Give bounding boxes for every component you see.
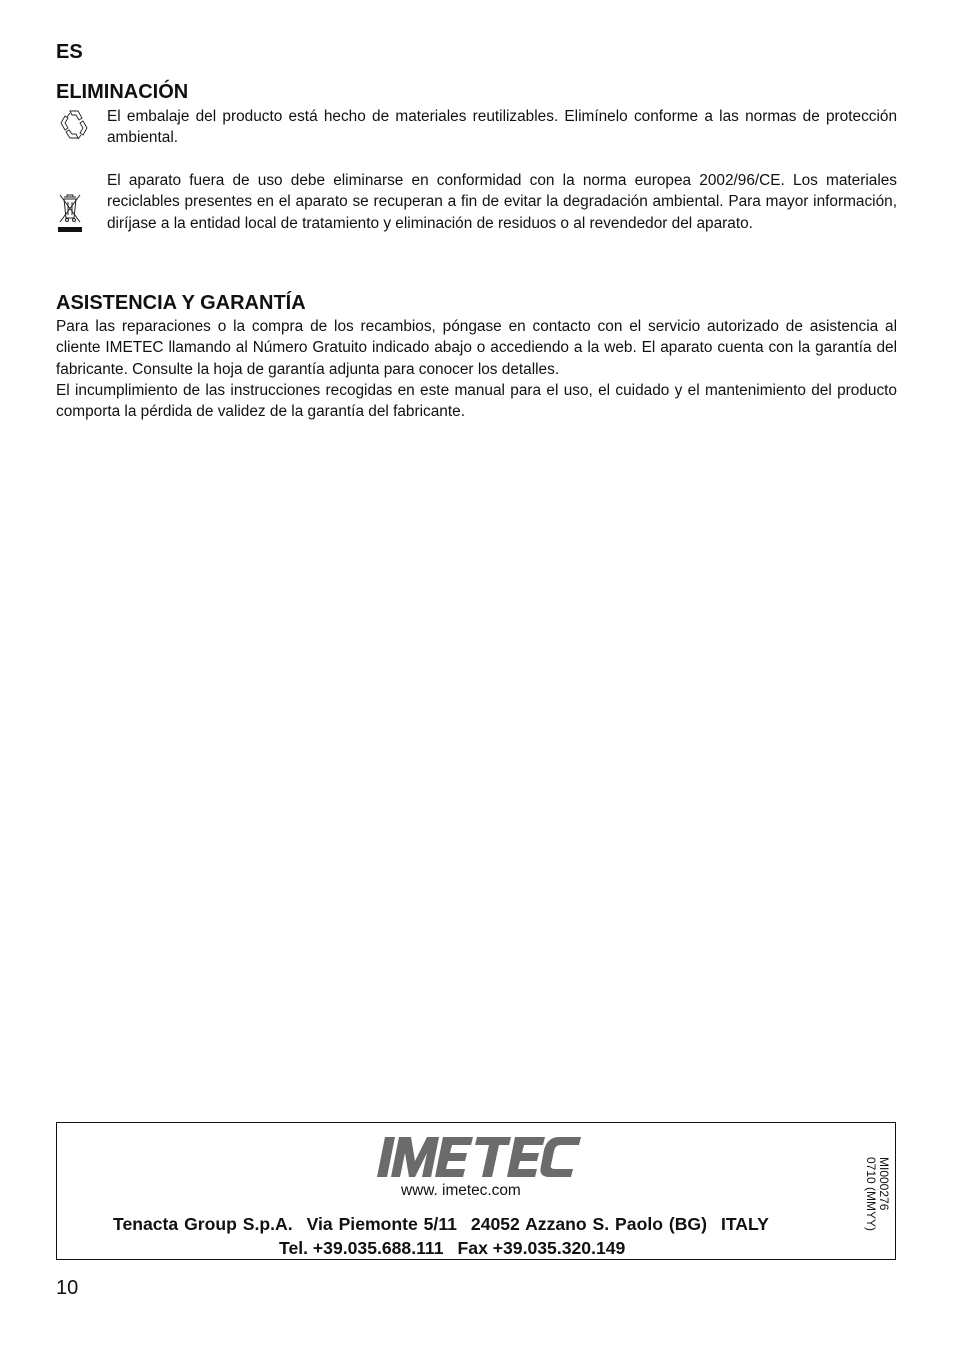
page-number: 10 [56,1277,79,1299]
language-code: ES [56,41,83,63]
contact-line [279,1237,625,1259]
warranty-text: Para las reparaciones o la compra de los recambios, póngase en contacto con el servicio autorizado de asistencia al cliente IMETEC llamando al Número Gratuito indicado abajo o accediendo a la web. El aparato cuenta con la garantía del fabricante. Consulte la hoja de garantía adjunta para conocer los detalles. [56,318,897,378]
address-street: Via Piemonte 5/11 [306,1214,457,1234]
document-code-date: 0710 (MMYY) [864,1157,878,1232]
manufacturer-footer [56,1122,896,1260]
document-code [864,1157,890,1237]
company-name: Tenacta Group S.p.A. [113,1214,293,1234]
warranty-title: ASISTENCIA Y GARANTÍA [56,292,306,314]
recycle-icon [56,108,92,144]
crossed-out-wheelie-bin-icon [56,190,84,234]
warranty-loss-text: El incumplimiento de las instrucciones recogidas en este manual para el uso, el cuidado y el mantenimiento del producto comporta la pérdida de validez de la garantía del fabricante. [56,382,897,421]
website-link[interactable]: www. imetec.com [401,1182,521,1199]
address-country: ITALY [720,1214,769,1234]
disposal-title: ELIMINACIÓN [56,81,189,103]
fax-number: Fax +39.035.320.149 [457,1238,626,1258]
appliance-disposal-text: El aparato fuera de uso debe eliminarse en conformidad con la norma europea 2002/96/CE. Los materiales reciclables presentes en el aparato se recuperan a fin de evitar la degradación ambiental. Para mayor información, diríjase a la entidad local de tratamiento y eliminación de residuos o al revendedor del aparato. [107,172,897,232]
phone-number: Tel. +39.035.688.111 [279,1238,444,1258]
address-city: 24052 Azzano S. Paolo (BG) [470,1214,707,1234]
document-code-number: MI000276 [877,1157,891,1211]
packaging-text: El embalaje del producto está hecho de materiales reutilizables. Elimínelo conforme a las normas de protección ambiental. [107,108,897,147]
company-address-line [113,1213,769,1235]
imetec-logo [377,1131,583,1181]
